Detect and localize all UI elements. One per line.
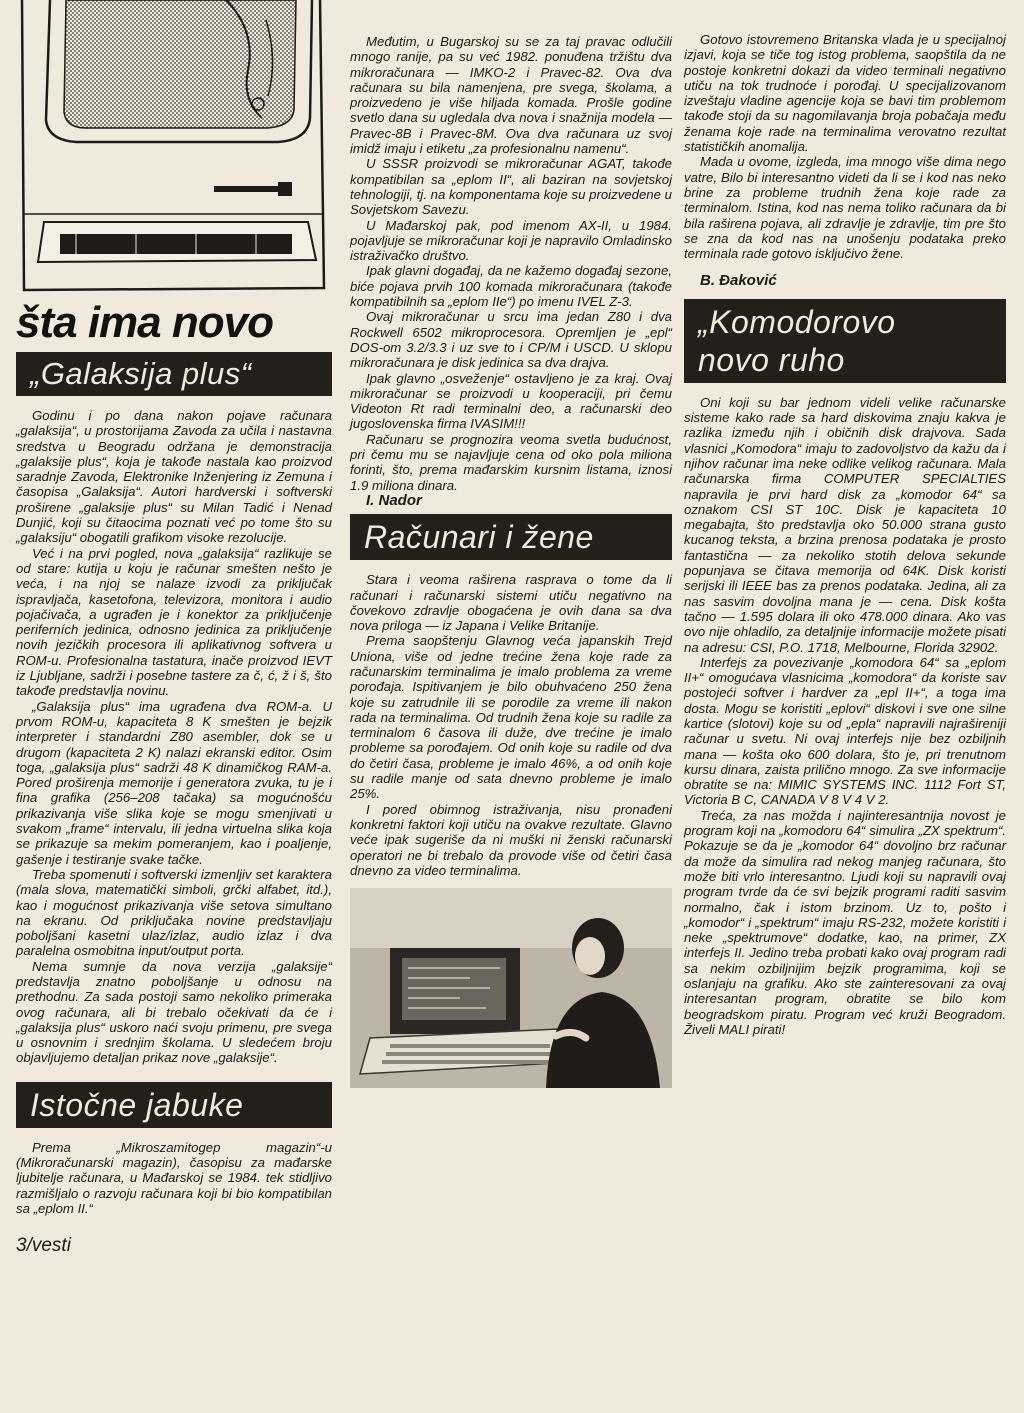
computer-drawing-icon xyxy=(16,0,332,300)
paragraph: I pored obimnog istraživanja, nisu pronađeni konkretni faktori koji utiču na ovakve rezultate. Glavno veće ipak sugeriše da ni muški ni ženski računarski operatori ne bi trebalo da provode više od četiri časa dnevno za video terminalima. xyxy=(350,801,672,878)
page-number: 3/vesti xyxy=(16,1235,71,1257)
title-line: „Komodorovo xyxy=(698,303,896,340)
paragraph: U Mađarskoj pak, pod imenom AX-II, u 1984. pojavljuje se mikroračunar koji je napravilo Omladinsko istraživačko društvo. xyxy=(350,217,672,264)
paragraph: „Galaksija plus“ ima ugrađena dva ROM-a. U prvom ROM-u, kapaciteta 8 K smešten je bejzik interpreter i standardni Z80 asembler, dok se u drugom (kapaciteta 2 K) nalazi ekranski editor. Osim toga, „galaksija plus“ sadrži 48 K dinamičkog RAM-a. Pored proširenja memorije i generatora zvuka, tu je i fina grafika (256–208 tačaka) sa mogućnošću prikazivanja više slika koje se mogu smenjivati u svakom „frame“ intervalu, ili jedna virtuelna slika koja se prikazuje sa mekim pomeranjem, kao i poaljenje, gašenje i testiranje svake tačke. xyxy=(16,698,332,867)
article-body-istocne-jabuke xyxy=(16,1140,332,1216)
author-byline: I. Nador xyxy=(366,491,422,509)
paragraph: Oni koji su bar jednom videli velike računarske sisteme kako rade sa hard diskovima znaju kakva je razlika između njih i običnih disk drajvova. Sada vlasnici „Komodora“ imaju to zadovoljstvo da kažu da i njihov računar ima neke odlike velikog računara. Mala računarska firma COMPUTER SPECIALTIES napravila je prvi hard disk za „komodor 64“ sa oznakom CSI ST 10C. Disk je kapaciteta 10 megabajta, što predstavlja oko 50.000 strana gusto kucanog teksta, a brzina prenosa podataka je prosto fantastična — za nekoliko stotih delova sekunde popunjava se čitava memorija od 64K. Disk koristi serijski ili IEEE bas za prenos podataka. Jedina, ali za nas sasvim dovoljna mana je — cena. Disk košta tačno — 1.595 dolara ili oko 478.000 dinara. Ako vas ovo nije ohladilo, za detaljnije informacije možete pisati na adresu: CSI, P.O. 1718, Melbourne, Florida 32902. xyxy=(684,394,1006,655)
article-title-istocne-jabuke: Istočne jabuke xyxy=(16,1082,332,1128)
paragraph: Treba spomenuti i softverski izmenljiv set karaktera (mala slova, matematički simboli, grčki alfabet, itd.), kao i mogućnost prikazivanja više setova simultano na ekranu. Od priključaka novine predstavljaju poboljšani kasetni ulaz/izlaz, audio izlaz i dva paralelna osmobitna input/output porta. xyxy=(16,866,332,959)
woman-at-computer-photo xyxy=(350,888,672,1088)
column-middle xyxy=(350,34,672,1088)
article-body-galaksija xyxy=(16,408,332,1066)
photo-icon xyxy=(350,888,672,1088)
title-line: novo ruho xyxy=(698,341,845,378)
computer-monitor-drawing xyxy=(16,0,332,300)
paragraph: Treća, za nas možda i najinteresantnija novost je program koji na „komodoru 64“ simulira „ZX spektrum“. Pokazuje se da je „komodor 64“ dovoljno brz računar da može da simulira rad nekog manjeg računara, što može biti vrlo interesantno. Ljudi koji su napravili ovaj program tvrde da će svi bejzik programi raditi sasvim normalno, čak i istom brzinom. Uz to, pošto i „komodor“ i „spektrum“ imaju RS-232, možete koristiti i neke „spektrumove“ dodatke, kao, na primer, ZX interfejs II. Jedino treba probati kako ovaj program radi sa nekim ozbiljnijim bejzik programima, koji se oslanjaju na grafiku. Ako ste zainteresovani za ovaj interesantan program, obratite se bilo kom beogradskom piratu. Program već kruži Beogradom. Živeli MALI pirati! xyxy=(684,807,1006,1037)
paragraph: Nema sumnje da nova verzija „galaksije“ predstavlja znatno poboljšanje u odnosu na prethodnu. Za sada postoji samo nekoliko primeraka ovog računara, ali bi trebalo očekivati da će i „galaksija plus“ uskoro naći svoju primenu, pre svega u osnovnim i srednjim školama. U sledećem broju objavljujemo detaljan prikaz nove „galaksije“. xyxy=(16,958,332,1066)
paragraph: Ovaj mikroračunar u srcu ima jedan Z80 i dva Rockwell 6502 mikroprocesora. Opremljen je „epl“ DOS-om 3.2/3.3 i uz sve to i CP/M i USCD. U sklopu mikroračunara je disk jedinica sa dva drajva. xyxy=(350,309,672,371)
article-body-racunari-i-zene-cont xyxy=(684,32,1006,261)
paragraph: Godinu i po dana nakon pojave računara „galaksija“, u prostorijama Zavoda za učila i nastavna sredstva u Beogradu održana je demonstracija „galaksije plus“, koja je takođe nastala kao proizvod saradnje Zavoda, Elektronike Inženjering iz Zemuna i časopisa „Galaksija“. Autori hardverski i softverski proširene „galaksije plus“ su Milan Tadić i Nenad Dunjić, koji su čitaocima poznati već po tome što su „galaksiju“ obogatili grafikom visoke rezolucije. xyxy=(16,408,332,546)
paragraph: Interfejs za povezivanje „komodora 64“ sa „eplom II+“ omogućava vlasnicima „komodora“ da koriste sav postojeći softver i hardver za „epl II+“, a toga ima dosta. Mogu se koristiti „eplovi“ diskovi i sve one silne kartice (slotovi) koje su od „epla“ napravili najrašireniji računar u svetu. Ni ovaj interfejs nije bez ozbiljnih mana — košta oko 600 dolara, što je, pri trenutnom kursu dinara, zaista prilično mnogo. Za sve informacije obratite se na: MIMIC SYSTEMS INC. 1112 Fort ST, Victoria B C, CANADA V 8 V 4 V 2. xyxy=(684,654,1006,808)
article-title-racunari-i-zene: Računari i žene xyxy=(350,514,672,560)
author-byline: B. Đaković xyxy=(700,272,777,290)
paragraph: Ipak glavno „osveženje“ ostavljeno je za kraj. Ovaj mikroračunar se proizvodi u kooperaciji, pri čemu Videoton Rt radi terminalni deo, a računarski deo jugoslovenska firma IVASIM!!! xyxy=(350,370,672,432)
paragraph: Prema saopštenju Glavnog veća japanskih Trejd Uniona, više od jedne trećine žena koje rade za računarskim terminalima je imalo problema za vreme porođaja. Ispitivanjem je bilo obuhvaćeno 250 žena koje su zatrudnile ili se porodile za vreme ili nakon rada na terminalima. Od trudnih žena koje su radile za terminalom 6 časova ili duže, dve trećine je imalo probleme sa porođajem. Od onih koje su radile od dva do četiri časa, probleme je imalo 46%, a od onih koje su radile manje od sata dnevno probleme je imalo 25%. xyxy=(350,633,672,802)
column-right xyxy=(684,32,1006,1037)
column-left xyxy=(16,0,332,1257)
paragraph: Ipak glavni događaj, da ne kažemo događaj sezone, biće pojava prvih 100 komada mikroračunara (takođe kompatibilnih sa „eplom IIe“) po imenu IVEL Z-3. xyxy=(350,263,672,310)
article-body-racunari-i-zene xyxy=(350,572,672,878)
paragraph: Gotovo istovremeno Britanska vlada je u specijalnoj izjavi, koja se tiče tog istog problema, saopštila da ne postoje konkretni dokazi da video terminali negativno utiču na tok trudnoće i porođaj. U specijalizovanom izveštaju vladine agencije koja se bavi tim problemom takođe stoji da su nagomilavanja broja pobačaja među ženama koje rade na terminalima verovatno rezultat statističkih anomalija. xyxy=(684,32,1006,155)
paragraph: Računaru se prognozira veoma svetla budućnost, pri čemu mu se najavljuje cena od oko pola miliona forinti, što, prema mađarskim kursnim listama, iznosi 1.9 miliona dinara. xyxy=(350,431,672,493)
paragraph: Međutim, u Bugarskoj su se za taj pravac odlučili mnogo ranije, pa su već 1982. ponuđena tržištu dva mikroračunara — IMKO-2 i Pravec-82. Ova dva računara su bila namenjena, pre svega, školama, a proizvedeno je više hiljada komada. Prošle godine svetlo dana su ugledala dva nova i snažnija modela — Pravec-8B i Pravec-8M. Ova dva računara uz svoj imidž imaju i etiketu „za profesionalnu namenu“. xyxy=(350,34,672,157)
article-body-istocne-jabuke-cont xyxy=(350,34,672,493)
paragraph: Već i na prvi pogled, nova „galaksija“ razlikuje se od stare: kutija u koju je računar smešten nešto je veća, i na njoj se nalaze izvodi za priključak ispravljača, kasetofona, televizora, monitora i audio pojačivača, a ugrađen je i konektor za priključenje periferních jedinica, odnosno jedinica za priključenje novih jezičkih procesora ili aplikativnog softvera u ROM-u. Profesionalna tastatura, inače proizvod IEVT iz Ljubljane, sadrži i posebne tastere za č, ć, ž i š, što takođe predstavlja novinu. xyxy=(16,545,332,699)
section-heading: šta ima novo xyxy=(16,298,273,347)
paragraph: Stara i veoma raširena rasprava o tome da li računari i računarski sistemi utiču negativno na čovekovo zdravlje obogaćena je ovih dana sa dva nova priloga — iz Japana i Velike Britanije. xyxy=(350,572,672,634)
article-title-komodorovo xyxy=(684,299,1006,383)
paragraph: U SSSR proizvodi se mikroračunar AGAT, takođe kompatibilan sa „eplom II“, ali baziran na sovjetskoj tehnologiji, tj. na komponentama koje su proizvedene u Sovjetskom Savezu. xyxy=(350,156,672,218)
article-body-komodorovo xyxy=(684,395,1006,1037)
paragraph: Prema „Mikroszamitogep magazin“-u (Mikroračunarski magazin), časopisu za mađarske ljubitelje računara, u Mađarskoj se 1984. tek stidljivo razmišljalo o razvoju računara koji bi bio kompatibilan sa „eplom II.“ xyxy=(16,1139,332,1216)
paragraph: Mada u ovome, izgleda, ima mnogo više dima nego vatre, Bilo bi interesantno videti da li se i kod nas neko brine za probleme trudnih žena koje rade za terminalom. Istina, kod nas nema toliko računara da bi bila raširena pojava, ali zdravlje je zdravlje, tim pre što se zna da kod nas na unošenju podataka preko terminala rade gotovo isključivo žene. xyxy=(684,154,1006,262)
article-title-galaksija: „Galaksija plus“ xyxy=(16,352,332,396)
